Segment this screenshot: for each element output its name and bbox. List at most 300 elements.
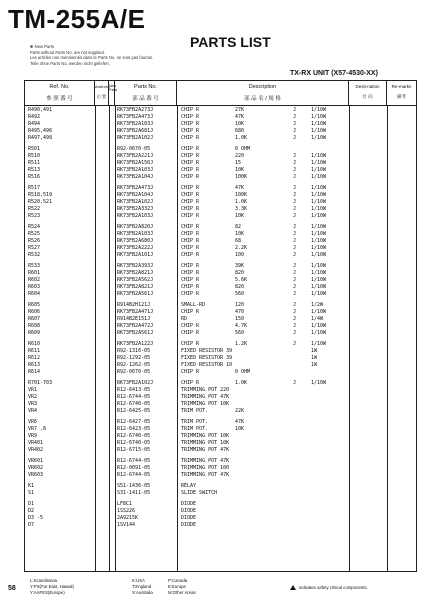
ref-cell: R494 xyxy=(28,121,41,127)
header-partno xyxy=(115,81,177,105)
partno-cell: R12-0091-05 xyxy=(117,465,151,471)
description-cell: CHIP R xyxy=(181,277,200,283)
table-row xyxy=(25,501,416,508)
partno-cell: RK73FB2A472J xyxy=(117,323,154,329)
legend-item: E:Europe xyxy=(168,584,186,589)
description-cell: TRIM POT. xyxy=(181,419,209,425)
header-remarks-en: Re-marks xyxy=(391,84,412,89)
description-cell: CHIP R xyxy=(181,330,200,336)
partno-cell: RK73FB2A473J xyxy=(117,185,154,191)
ref-cell: R517 xyxy=(28,185,41,191)
partno-cell: RK73FB2A150J xyxy=(117,160,154,166)
partno-cell: R92-1316-05 xyxy=(117,348,151,354)
table-row xyxy=(25,515,416,522)
ref-cell: VR1 xyxy=(28,387,38,393)
table-row xyxy=(25,401,416,408)
model-title: TM-255A/E xyxy=(8,4,146,34)
tolerance-cell: J xyxy=(293,121,297,127)
partno-cell: RK73FB2A222J xyxy=(117,245,154,251)
ref-cell: D2 xyxy=(28,508,35,514)
partno-cell: RK73FB2A104J xyxy=(117,192,154,198)
table-row xyxy=(25,277,416,284)
value-cell: 100K xyxy=(235,174,248,180)
table-row xyxy=(25,206,416,213)
ref-cell: R497,498 xyxy=(28,135,53,141)
value-cell: 820 xyxy=(235,284,245,290)
table-row xyxy=(25,231,416,238)
value-cell: 560 xyxy=(235,291,245,297)
ref-cell: K1 xyxy=(28,483,35,489)
header-desc-en: Description xyxy=(248,84,277,90)
description-cell: TRIMMING POT 10K xyxy=(181,440,230,446)
description-cell: TRIMMING POT 47K xyxy=(181,447,230,453)
partno-cell: RK73FB2A471J xyxy=(117,309,154,315)
tolerance-cell: J xyxy=(293,330,297,336)
tolerance-cell: J xyxy=(293,263,297,269)
header-partno-jp: 部 品 番 号 xyxy=(132,96,159,102)
tolerance-cell: J xyxy=(293,167,297,173)
ref-cell: R532 xyxy=(28,252,41,258)
header-dest-en: Desti-nation xyxy=(355,84,380,89)
description-cell: CHIP R xyxy=(181,174,200,180)
ref-cell: R601 xyxy=(28,270,41,276)
table-row xyxy=(25,380,416,387)
partno-cell: R92-0670-05 xyxy=(117,369,151,375)
partno-cell: RK73FB2A820J xyxy=(117,224,154,230)
value-cell: 22K xyxy=(235,408,245,414)
ref-cell: R511 xyxy=(28,160,41,166)
header-new-parts-label: New Parts xyxy=(109,84,118,92)
partno-cell: RK73FB2A101J xyxy=(117,252,154,258)
table-row xyxy=(25,284,416,291)
description-cell: CHIP R xyxy=(181,284,200,290)
tolerance-cell: J xyxy=(293,160,297,166)
ref-cell: R516 xyxy=(28,174,41,180)
ref-cell: R609 xyxy=(28,330,41,336)
ref-cell: R526 xyxy=(28,238,41,244)
ref-cell: R701-703 xyxy=(28,380,53,386)
value-cell: 0 OHM xyxy=(235,146,251,152)
table-row xyxy=(25,224,416,231)
table-row xyxy=(25,174,416,181)
partno-cell: RK73FB2A561J xyxy=(117,330,154,336)
partno-cell: R92-1292-05 xyxy=(117,355,151,361)
ref-cell: R527 xyxy=(28,245,41,251)
description-cell: CHIP R xyxy=(181,185,200,191)
table-row xyxy=(25,490,416,497)
tolerance-cell: J xyxy=(293,174,297,180)
header-partno-en: Parts No. xyxy=(134,84,157,90)
partno-cell: R914B2H121J xyxy=(117,302,151,308)
table-row xyxy=(25,128,416,135)
partno-cell: S51-1436-05 xyxy=(117,483,151,489)
parts-table xyxy=(24,80,417,572)
table-row xyxy=(25,483,416,490)
value-cell: 1.0K xyxy=(235,199,248,205)
value-cell: 82 xyxy=(235,224,242,230)
table-row xyxy=(25,355,416,362)
description-cell: RELAY xyxy=(181,483,197,489)
ref-cell: R608 xyxy=(28,323,41,329)
partno-cell: RK73FB2A332J xyxy=(117,206,154,212)
ref-cell: R492 xyxy=(28,114,41,120)
description-cell: TRIMMING POT 47K xyxy=(181,458,230,464)
value-cell: 470 xyxy=(235,309,245,315)
rating-cell: 1W xyxy=(311,355,318,361)
tolerance-cell: J xyxy=(293,380,297,386)
value-cell: 680 xyxy=(235,128,245,134)
description-cell: FIXED RESISTOR 39 xyxy=(181,355,233,361)
description-cell: TRIM POT. xyxy=(181,408,209,414)
partno-cell: RK73FB2A102J xyxy=(117,199,154,205)
rating-cell: 1/10W xyxy=(311,245,327,251)
description-cell: DIODE xyxy=(181,501,197,507)
rating-cell: 1/10W xyxy=(311,284,327,290)
value-cell: 220 xyxy=(235,153,245,159)
value-cell: 3.3K xyxy=(235,206,248,212)
description-cell: CHIP R xyxy=(181,153,200,159)
tolerance-cell: J xyxy=(293,231,297,237)
ref-cell: R614 xyxy=(28,369,41,375)
tolerance-cell: J xyxy=(293,107,297,113)
ref-cell: R501 xyxy=(28,146,41,152)
ref-cell: VR7 ,8 xyxy=(28,426,47,432)
partno-cell: RK73FB2A103J xyxy=(117,231,154,237)
value-cell: 10K xyxy=(235,231,245,237)
description-cell: FIXED RESISTOR 10 xyxy=(181,362,233,368)
partno-cell: RK73FB2A103J xyxy=(117,167,154,173)
table-row xyxy=(25,309,416,316)
description-cell: CHIP R xyxy=(181,270,200,276)
legend-item: P:Canada xyxy=(168,578,188,583)
tolerance-cell: J xyxy=(293,341,297,347)
tolerance-cell: J xyxy=(293,309,297,315)
ref-cell: VR4 xyxy=(28,408,38,414)
tolerance-cell: J xyxy=(293,199,297,205)
value-cell: 1.0K xyxy=(235,380,248,386)
partno-cell: R12-6740-05 xyxy=(117,440,151,446)
description-cell: CHIP R xyxy=(181,263,200,269)
value-cell: 47K xyxy=(235,185,245,191)
header-address-jp: 位 置 xyxy=(96,94,107,99)
description-cell: CHIP R xyxy=(181,167,200,173)
value-cell: 27K xyxy=(235,107,245,113)
table-row xyxy=(25,419,416,426)
tolerance-cell: J xyxy=(293,252,297,258)
description-cell: CHIP R xyxy=(181,380,200,386)
partno-cell: R12-6423-05 xyxy=(117,426,151,432)
table-row xyxy=(25,433,416,440)
rating-cell: 1/10W xyxy=(311,224,327,230)
rating-cell: 1/10W xyxy=(311,270,327,276)
legend-column-1 xyxy=(30,578,74,596)
description-cell: TRIMMING POT 47K xyxy=(181,394,230,400)
partno-cell: RK73FB2A393J xyxy=(117,263,154,269)
description-cell: SLIDE SWITCH xyxy=(181,490,218,496)
partno-cell: R92-0670-05 xyxy=(117,146,151,152)
ref-cell: R510 xyxy=(28,153,41,159)
table-row xyxy=(25,146,416,153)
value-cell: 68 xyxy=(235,238,242,244)
table-row xyxy=(25,199,416,206)
legend-item: L:Scandinavia xyxy=(30,578,57,583)
ref-cell: VR402 xyxy=(28,447,44,453)
partno-cell: RK73FB2A102J xyxy=(117,135,154,141)
rating-cell: 1/10W xyxy=(311,206,327,212)
header-description xyxy=(177,81,349,105)
header-dest-jp: 仕 向 xyxy=(362,94,373,99)
partno-cell: RK73FB2A821J xyxy=(117,270,154,276)
legend-column-3 xyxy=(168,578,196,596)
ref-cell: VR9 xyxy=(28,433,38,439)
header-address-en: Address xyxy=(95,84,110,89)
ref-cell: R525 xyxy=(28,231,41,237)
rating-cell: 1/10W xyxy=(311,107,327,113)
rating-cell: 1/4W xyxy=(311,316,324,322)
partno-cell: RK73FB2A104J xyxy=(117,174,154,180)
description-cell: CHIP R xyxy=(181,128,200,134)
note-german: Teile ohne Parts No. werden nicht geliefert. xyxy=(30,60,110,66)
partno-cell: R914B2E151J xyxy=(117,316,151,322)
table-row xyxy=(25,387,416,394)
table-row xyxy=(25,245,416,252)
ref-cell: R523 xyxy=(28,213,41,219)
tolerance-cell: J xyxy=(293,114,297,120)
note-new-parts: ✱ New Parts xyxy=(30,44,54,49)
rating-cell: 1/10W xyxy=(311,128,327,134)
rating-cell: 1/2W xyxy=(311,302,324,308)
value-cell: 10K xyxy=(235,167,245,173)
rating-cell: 1/10W xyxy=(311,174,327,180)
header-ref xyxy=(25,81,95,105)
tolerance-cell: J xyxy=(293,323,297,329)
tolerance-cell: J xyxy=(293,284,297,290)
table-row xyxy=(25,107,416,114)
table-row xyxy=(25,330,416,337)
note-french: Les articles non mentionnés dans le Parts No. ne sont pas fournis. xyxy=(30,55,154,61)
partno-cell: R12-6740-05 xyxy=(117,433,151,439)
value-cell: 1.2K xyxy=(235,341,248,347)
partno-cell: RK73FB2A473J xyxy=(117,114,154,120)
rating-cell: 1/10W xyxy=(311,291,327,297)
rating-cell: 1/10W xyxy=(311,153,327,159)
warning-triangle-icon xyxy=(290,585,296,590)
tolerance-cell: J xyxy=(293,153,297,159)
value-cell: 10K xyxy=(235,121,245,127)
legend-item: X:Australia xyxy=(132,590,153,595)
ref-cell: R606 xyxy=(28,309,41,315)
ref-cell: R518,519 xyxy=(28,192,53,198)
partno-cell: RK73FB2A221J xyxy=(117,153,154,159)
page-title: PARTS LIST xyxy=(190,34,271,50)
table-row xyxy=(25,323,416,330)
ref-cell: D7 xyxy=(28,522,35,528)
tolerance-cell: J xyxy=(293,224,297,230)
table-row xyxy=(25,472,416,479)
description-cell: CHIP R xyxy=(181,160,200,166)
rating-cell: 1/10W xyxy=(311,277,327,283)
rating-cell: 1/10W xyxy=(311,341,327,347)
table-body xyxy=(25,107,416,529)
tolerance-cell: J xyxy=(293,277,297,283)
partno-cell: 2A9215K xyxy=(117,515,139,521)
description-cell: CHIP R xyxy=(181,245,200,251)
partno-cell: RK73FB2A102J xyxy=(117,380,154,386)
safety-note-text: indicates safety critical components. xyxy=(299,585,368,590)
ref-cell: R604 xyxy=(28,291,41,297)
partno-cell: 1SS226 xyxy=(117,508,136,514)
table-row xyxy=(25,465,416,472)
legend-item: K:USA xyxy=(132,578,145,583)
ref-cell: R520,521 xyxy=(28,199,53,205)
description-cell: TRIMMING POT 10K xyxy=(181,401,230,407)
table-row xyxy=(25,302,416,309)
table-row xyxy=(25,369,416,376)
value-cell: 820 xyxy=(235,270,245,276)
partno-cell: S31-1411-05 xyxy=(117,490,151,496)
value-cell: 4.7K xyxy=(235,323,248,329)
header-remarks-jp: 備考 xyxy=(397,94,406,99)
ref-cell: R607 xyxy=(28,316,41,322)
value-cell: 47K xyxy=(235,114,245,120)
header-address xyxy=(95,81,109,105)
header-destination xyxy=(349,81,387,105)
partno-cell: RK73FB2A103J xyxy=(117,121,154,127)
table-row xyxy=(25,160,416,167)
rating-cell: 1/10W xyxy=(311,309,327,315)
partno-cell: R12-6715-05 xyxy=(117,447,151,453)
ref-cell: R522 xyxy=(28,206,41,212)
description-cell: TRIMMING POT 100 xyxy=(181,465,230,471)
ref-cell: R602 xyxy=(28,277,41,283)
rating-cell: 1/10W xyxy=(311,238,327,244)
tolerance-cell: J xyxy=(293,135,297,141)
tolerance-cell: J xyxy=(293,192,297,198)
partno-cell: LF8C1 xyxy=(117,501,133,507)
tolerance-cell: J xyxy=(293,302,297,308)
partno-cell: R12-6744-05 xyxy=(117,394,151,400)
rating-cell: 1W xyxy=(311,348,318,354)
rating-cell: 1/10W xyxy=(311,231,327,237)
rating-cell: 1/10W xyxy=(311,380,327,386)
ref-cell: R490,491 xyxy=(28,107,53,113)
table-header xyxy=(25,81,416,106)
table-row xyxy=(25,394,416,401)
ref-cell: R495,496 xyxy=(28,128,53,134)
table-row xyxy=(25,291,416,298)
value-cell: 1.0K xyxy=(235,135,248,141)
tolerance-cell: J xyxy=(293,213,297,219)
ref-cell: VR602 xyxy=(28,465,44,471)
rating-cell: 1/10W xyxy=(311,135,327,141)
legend-item: T:England xyxy=(132,584,152,589)
table-row xyxy=(25,270,416,277)
header-desc-jp: 部 品 名 / 規 格 xyxy=(244,96,281,102)
rating-cell: 1/10W xyxy=(311,167,327,173)
table-row xyxy=(25,508,416,515)
ref-cell: R603 xyxy=(28,284,41,290)
partno-cell: R92-1262-05 xyxy=(117,362,151,368)
partno-cell: 1SV144 xyxy=(117,522,136,528)
description-cell: DIODE xyxy=(181,508,197,514)
tolerance-cell: J xyxy=(293,270,297,276)
value-cell: 39K xyxy=(235,263,245,269)
partno-cell: RK73FB2A680J xyxy=(117,238,154,244)
rating-cell: 1/10W xyxy=(311,185,327,191)
description-cell: TRIMMING POT 47K xyxy=(181,472,230,478)
note-english: Parts without Parts No. are not supplied. xyxy=(30,49,105,55)
rating-cell: 1/10W xyxy=(311,199,327,205)
rating-cell: 1/10W xyxy=(311,252,327,258)
table-row xyxy=(25,238,416,245)
table-row xyxy=(25,341,416,348)
value-cell: 100 xyxy=(235,252,245,258)
description-cell: TRIMMING POT 220 xyxy=(181,387,230,393)
page-number: 58 xyxy=(8,585,16,592)
table-row xyxy=(25,192,416,199)
header-ref-en: Ref. No. xyxy=(49,84,70,90)
tolerance-cell: J xyxy=(293,128,297,134)
description-cell: CHIP R xyxy=(181,323,200,329)
description-cell: DIODE xyxy=(181,515,197,521)
table-row xyxy=(25,114,416,121)
ref-cell: VR2 xyxy=(28,394,38,400)
partno-cell: R12-6744-05 xyxy=(117,472,151,478)
legend-item: Y:AAFES(Europe) xyxy=(30,590,65,595)
description-cell: CHIP R xyxy=(181,114,200,120)
rating-cell: 1W xyxy=(311,362,318,368)
description-cell: SMALL-RD xyxy=(181,302,206,308)
ref-cell: D3 -5 xyxy=(28,515,44,521)
table-row xyxy=(25,135,416,142)
header-ref-jp: 参 照 番 号 xyxy=(46,96,73,102)
value-cell: 15 xyxy=(235,160,242,166)
description-cell: CHIP R xyxy=(181,192,200,198)
ref-cell: VR603 xyxy=(28,472,44,478)
description-cell: CHIP R xyxy=(181,135,200,141)
ref-cell: R611 xyxy=(28,348,41,354)
legend-item: Y:PX(Far East, Hawaii) xyxy=(30,584,74,589)
description-cell: DIODE xyxy=(181,522,197,528)
partno-cell: RK73FB2A273J xyxy=(117,107,154,113)
rating-cell: 1/10W xyxy=(311,192,327,198)
rating-cell: 1/10W xyxy=(311,121,327,127)
tolerance-cell: J xyxy=(293,206,297,212)
tolerance-cell: J xyxy=(293,245,297,251)
ref-cell: R524 xyxy=(28,224,41,230)
partno-cell: RK73FB2A562J xyxy=(117,277,154,283)
ref-cell: VR6 xyxy=(28,419,38,425)
ref-cell: R513 xyxy=(28,167,41,173)
table-row xyxy=(25,440,416,447)
rating-cell: 1/10W xyxy=(311,160,327,166)
description-cell: CHIP R xyxy=(181,224,200,230)
description-cell: TRIM POT. xyxy=(181,426,209,432)
description-cell: TRIMMING POT 10K xyxy=(181,433,230,439)
description-cell: CHIP R xyxy=(181,369,200,375)
ref-cell: R605 xyxy=(28,302,41,308)
description-cell: CHIP R xyxy=(181,291,200,297)
table-row xyxy=(25,213,416,220)
rating-cell: 1/10W xyxy=(311,213,327,219)
table-row xyxy=(25,362,416,369)
table-row xyxy=(25,408,416,415)
description-cell: CHIP R xyxy=(181,206,200,212)
description-cell: CHIP R xyxy=(181,107,200,113)
description-cell: CHIP R xyxy=(181,146,200,152)
description-cell: CHIP R xyxy=(181,213,200,219)
description-cell: CHIP R xyxy=(181,309,200,315)
